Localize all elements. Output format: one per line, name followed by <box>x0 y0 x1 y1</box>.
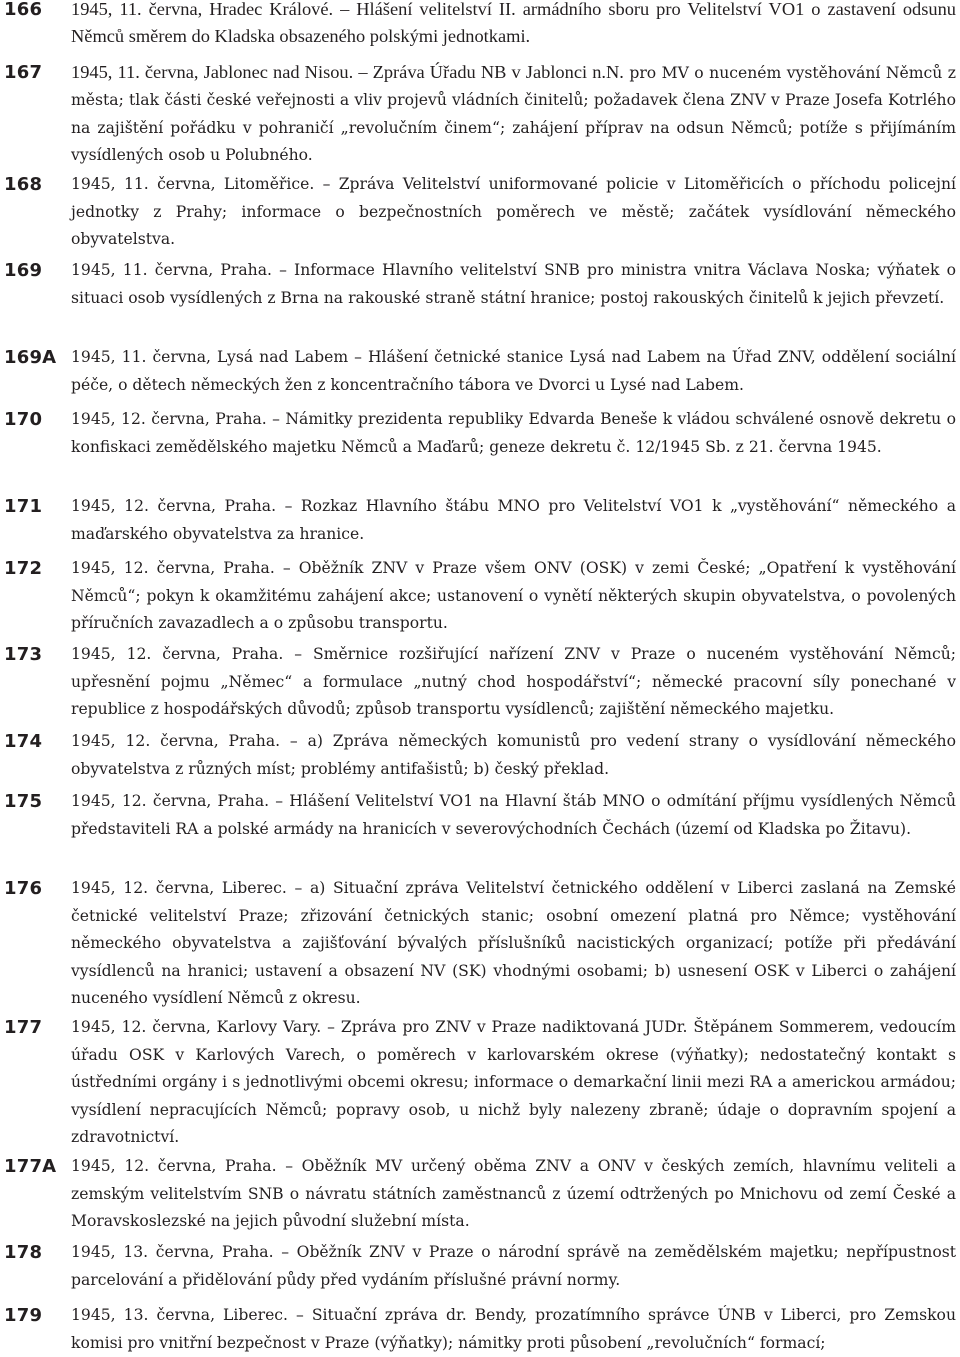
entry-number: 171 <box>4 496 43 517</box>
entry-number: 169A <box>4 347 57 368</box>
entry-text: 1945, 13. června, Praha. – Oběžník ZNV v Praze o národní správě na zemědělském majetku; nepřípustnost parcelování a přidělování půdy před vydáním příslušné právní normy. <box>71 1243 956 1289</box>
entry-text: 1945, 12. června, Praha. – Směrnice rozšiřující nařízení ZNV v Praze o nuceném vystěhování Němců; upřesnění pojmu „Němec“ a formulace „nutný chod hospodářství“; německé pracovní síly ponechané v republice z hospodářských důvodů; způsob transportu vysídlenců; zajištění německého majetku. <box>71 645 956 718</box>
entry-number: 178 <box>4 1242 43 1263</box>
entry-text: 1945, 12. června, Praha. – Námitky prezidenta republiky Edvarda Beneše k vládou schválené osnově dekretu o konfiskaci zemědělského majetku Němců a Maďarů; geneze dekretu č. 12/1945 Sb. z 21. června 1945. <box>71 410 956 456</box>
entry-text: 1945, 12. června, Praha. – Oběžník MV určený oběma ZNV a ONV v českých zemích, hlavnímu veliteli a zemským velitelstvím SNB o návratu státních zaměstnanců z území odtržených po Mnichovu od zemí České a Moravskoslezské na jejich původní služební místa. <box>71 1157 956 1230</box>
entry-text <box>71 59 956 169</box>
entry-text: 1945, 12. června, Karlovy Vary. – Zpráva pro ZNV v Praze nadiktovaná JUDr. Štěpánem Sommerem, vedoucím úřadu OSK v Karlových Varech, o poměrech v karlovarském okrese (výňatky); nedostatečný kontakt s ústředními orgány i s jednotlivými obcemi okresu; informace o demarkační linii mezi RA a americkou armádou; vysídlení nepracujících Němců; popravy osob, u nichž byly nalezeny zbraně; údaje o dopravním spojení a zdravotnictví. <box>71 1018 956 1146</box>
entry-text: 1945, 11. června, Praha. – Informace Hlavního velitelství SNB pro ministra vnitra Václava Noska; výňatek o situaci osob vysídlených z Brna na rakouské straně státní hranice; postoj rakouských činitelů k jejich převzetí. <box>71 261 956 307</box>
entry-number: 172 <box>4 558 43 579</box>
entry-text: 1945, 12. června, Praha. – a) Zpráva německých komunistů pro vedení strany o vysídlování německého obyvatelstva z různých míst; problémy antifašistů; b) český překlad. <box>71 732 956 778</box>
entry-number: 167 <box>4 62 43 83</box>
entry-number: 179 <box>4 1305 43 1326</box>
entry-text: 1945, 11. června, Hradec Králové. – Hlášení velitelství II. armádního sboru pro Velitelství VO1 o zastavení odsunu Němců směrem do Kladska obsazeného polskými jednotkami. <box>71 0 956 46</box>
entry-number: 166 <box>4 0 43 20</box>
entry-text: 1945, 12. června, Liberec. – a) Situační zpráva Velitelství četnického oddělení v Liberci zaslaná na Zemské četnické velitelství Praze; zřizování četnických stanic; osobní omezení platná pro Němce; vystěhování německého obyvatelstva a zajišťování bývalých příslušníků nacistických organizací; potíže při předávání vysídlenců na hranici; ustavení a obsazení NV (SK) vhodnými osobami; b) usnesení OSK v Liberci o zahájení nuceného vysídlení Němců z okresu. <box>71 879 956 1007</box>
entry-number: 173 <box>4 644 43 665</box>
entry-text: 1945, 11. června, Lysá nad Labem – Hlášení četnické stanice Lysá nad Labem na Úřad ZNV, oddělení sociální péče, o dětech německých žen z koncentračního tábora ve Dvorci u Lysé nad Labem. <box>71 348 956 394</box>
entry-number: 176 <box>4 878 43 899</box>
entry-number: 175 <box>4 791 43 812</box>
entry-number: 177A <box>4 1156 57 1177</box>
entry-text: 1945, 12. června, Praha. – Hlášení Velitelství VO1 na Hlavní štáb MNO o odmítání příjmu vysídlených Němců představiteli RA a polské armády na hranicích v severovýchodních Čechách (území od Kladska po Žitavu). <box>71 792 956 838</box>
entry-number: 169 <box>4 260 43 281</box>
entry-number: 168 <box>4 174 43 195</box>
entry-text-part: pro MV o nuceném vystěhování Němců z města; tlak části české veřejnosti a vliv projevů vládních činitelů; požadavek člena ZNV v Praze Josefa Kotrlého na zajištění pořádku v pohraničí „revolučním činem“; zahájení příprav na odsun Němců; potíže s přijímáním vysídlených osob u Polubného. <box>71 64 956 164</box>
entry-number: 170 <box>4 409 43 430</box>
entry-text: 1945, 13. června, Liberec. – Situační zpráva dr. Bendy, prozatímního správce ÚNB v Liberci, pro Zemskou komisi pro vnitřní bezpečnost v Praze (výňatky); námitky proti působení „revolučních“ formací; <box>71 1306 956 1352</box>
entry-number: 174 <box>4 731 43 752</box>
entry-text: 1945, 12. června, Praha. – Rozkaz Hlavního štábu MNO pro Velitelství VO1 k „vystěhování“ německého a maďarského obyvatelstva za hranice. <box>71 497 956 543</box>
entry-number: 177 <box>4 1017 43 1038</box>
entry-text: 1945, 11. června, Litoměřice. – Zpráva Velitelství uniformované policie v Litoměřicích o příchodu policejní jednotky z Prahy; informace o bezpečnostních poměrech ve městě; začátek vysídlování německého obyvatelstva. <box>71 175 956 248</box>
entry-text-part: 1945, 11. června, Jablonec nad Nisou. – Zpráva Úřadu NB v Jablonci n.N. <box>71 62 624 82</box>
entry-text: 1945, 12. června, Praha. – Oběžník ZNV v Praze všem ONV (OSK) v zemi České; „Opatření k vystěhování Němců“; pokyn k okamžitému zahájení akce; ustanovení o vynětí některých skupin obyvatelstva, o povolených příručních zavazadlech a o způsobu transportu. <box>71 559 956 632</box>
